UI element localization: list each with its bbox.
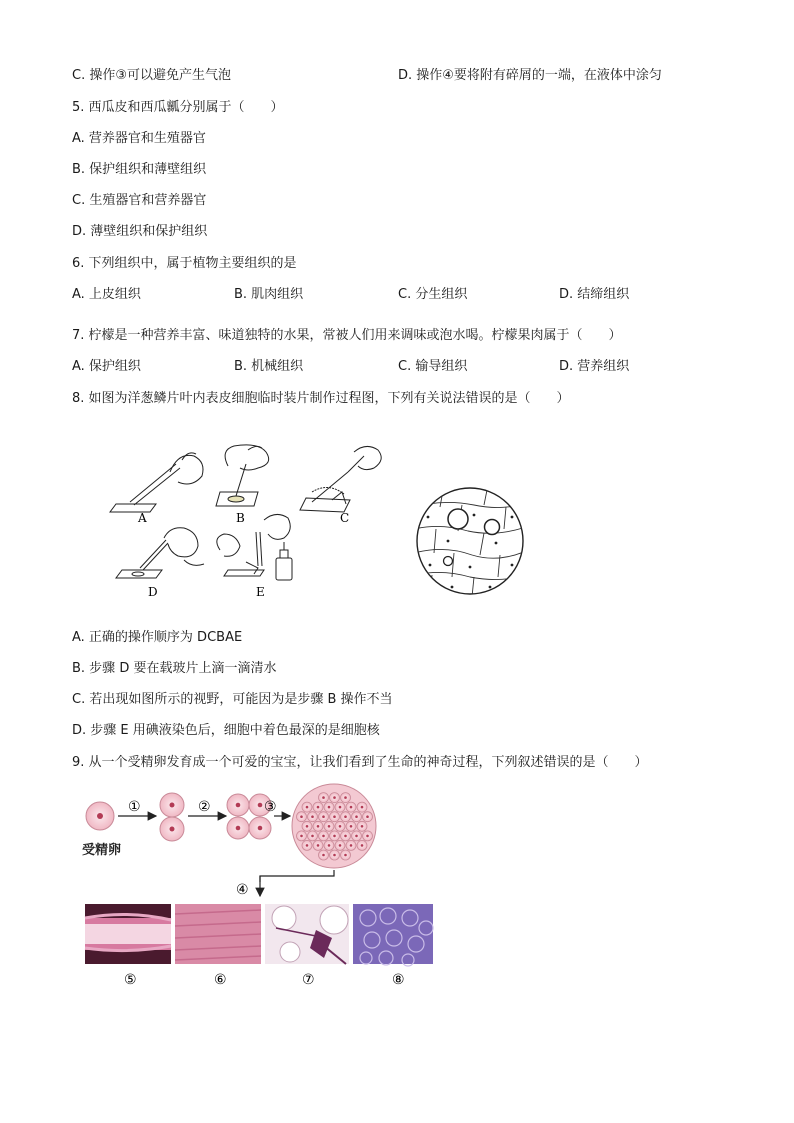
step-2-label: ② xyxy=(198,799,211,815)
q8-option-b: B. 步骤 D 要在载玻片上滴一滴清水 xyxy=(72,661,277,676)
mass-cell-nucleus xyxy=(322,815,325,818)
mass-cell-nucleus xyxy=(344,796,347,799)
mass-cell-nucleus xyxy=(344,815,347,818)
mass-cell-nucleus xyxy=(339,844,342,847)
step-1-label: ① xyxy=(128,799,141,815)
q6-option-b: B. 肌肉组织 xyxy=(234,287,304,302)
mass-cell-nucleus xyxy=(350,806,353,809)
zygote-label: 受精卵 xyxy=(82,843,122,858)
mass-cell-nucleus xyxy=(306,844,309,847)
q9-stem: 9. 从一个受精卵发育成一个可爱的宝宝，让我们看到了生命的神奇过程，下列叙述错误的是（ ） xyxy=(72,755,648,770)
mass-cell-nucleus xyxy=(344,835,347,838)
mass-cell-nucleus xyxy=(355,835,358,838)
q5-option-c: C. 生殖器官和营养器官 xyxy=(72,193,207,208)
q6-stem: 6. 下列组织中，属于植物主要组织的是 xyxy=(72,256,297,271)
mass-cell-nucleus xyxy=(333,835,336,838)
step-label-d: D xyxy=(148,585,158,599)
mass-cell-nucleus xyxy=(322,835,325,838)
mass-cell-nucleus xyxy=(366,835,369,838)
mass-cell-nucleus xyxy=(339,825,342,828)
mass-cell-nucleus xyxy=(339,806,342,809)
mass-cell-nucleus xyxy=(317,825,320,828)
tissue-label-7: ⑦ xyxy=(302,972,315,988)
q5-option-d: D. 薄壁组织和保护组织 xyxy=(72,224,208,239)
step-label-c: C xyxy=(340,511,350,525)
step-d-illustration xyxy=(116,528,204,578)
mass-cell-nucleus xyxy=(328,825,331,828)
tissue-image-8 xyxy=(353,904,433,966)
q7-stem: 7. 柠檬是一种营养丰富、味道独特的水果，常被人们用来调味或泡水喝。柠檬果肉属于（ ） xyxy=(72,328,622,343)
tissue-label-6: ⑥ xyxy=(214,972,227,988)
mass-cell-nucleus xyxy=(361,825,364,828)
mass-cell-nucleus xyxy=(300,815,303,818)
microscope-view-figure xyxy=(414,485,526,597)
mass-cell-nucleus xyxy=(306,806,309,809)
q7-option-a: A. 保护组织 xyxy=(72,359,141,374)
q7-option-d: D. 营养组织 xyxy=(559,359,630,374)
q6-option-d: D. 结缔组织 xyxy=(559,287,630,302)
air-bubble xyxy=(485,520,500,535)
mass-cell-nucleus xyxy=(361,806,364,809)
cell-development-figure xyxy=(80,778,440,990)
mass-cell-nucleus xyxy=(306,825,309,828)
mass-cell-nucleus xyxy=(344,854,347,857)
mass-cell-nucleus xyxy=(322,796,325,799)
step-a-illustration xyxy=(110,453,203,512)
mass-cell-nucleus xyxy=(317,844,320,847)
q8-option-c: C. 若出现如图所示的视野，可能因为是步骤 B 操作不当 xyxy=(72,692,393,707)
step-e-illustration xyxy=(217,514,292,580)
q7-option-b: B. 机械组织 xyxy=(234,359,304,374)
step-4-label: ④ xyxy=(236,882,249,898)
mass-cell-nucleus xyxy=(333,854,336,857)
q4-option-d: D. 操作④要将附有碎屑的一端，在液体中涂匀 xyxy=(398,68,662,83)
tissue-image-7 xyxy=(265,904,349,964)
q8-procedure-figure xyxy=(108,442,418,607)
q8-option-d: D. 步骤 E 用碘液染色后，细胞中着色最深的是细胞核 xyxy=(72,723,380,738)
q8-option-a: A. 正确的操作顺序为 DCBAE xyxy=(72,630,243,645)
tissue-image-6 xyxy=(175,904,261,964)
zygote-cell xyxy=(86,802,114,830)
mass-cell-nucleus xyxy=(361,844,364,847)
air-bubble xyxy=(444,557,453,566)
q7-option-c: C. 输导组织 xyxy=(398,359,468,374)
mass-cell-nucleus xyxy=(366,815,369,818)
q6-option-a: A. 上皮组织 xyxy=(72,287,141,302)
q8-stem: 8. 如图为洋葱鳞片叶内表皮细胞临时装片制作过程图，下列有关说法错误的是（ ） xyxy=(72,391,570,406)
mass-cell-nucleus xyxy=(350,844,353,847)
q5-option-a: A. 营养器官和生殖器官 xyxy=(72,131,206,146)
mass-cell-nucleus xyxy=(311,835,314,838)
step-label-a: A xyxy=(138,511,147,525)
mass-cell-nucleus xyxy=(328,844,331,847)
two-cell-stage xyxy=(160,793,184,841)
step-b-illustration xyxy=(216,445,269,506)
mass-cell-nucleus xyxy=(333,796,336,799)
step-c-illustration xyxy=(300,446,381,512)
mass-cell-nucleus xyxy=(322,854,325,857)
mass-cell-nucleus xyxy=(350,825,353,828)
mass-cell-nucleus xyxy=(328,806,331,809)
mass-cell-nucleus xyxy=(300,835,303,838)
step-label-e: E xyxy=(256,585,265,599)
air-bubble xyxy=(448,509,468,529)
q4-option-c: C. 操作③可以避免产生气泡 xyxy=(72,68,231,83)
cell-mass xyxy=(292,784,376,868)
mass-cell-nucleus xyxy=(311,815,314,818)
step-label-b: B xyxy=(236,511,245,525)
q5-stem: 5. 西瓜皮和西瓜瓤分别属于（ ） xyxy=(72,100,284,115)
mass-cell-nucleus xyxy=(333,815,336,818)
q6-option-c: C. 分生组织 xyxy=(398,287,468,302)
mass-cell-nucleus xyxy=(317,806,320,809)
tissue-image-5 xyxy=(85,904,171,964)
mass-cell-nucleus xyxy=(355,815,358,818)
step-3-label: ③ xyxy=(264,799,277,815)
tissue-label-8: ⑧ xyxy=(392,972,405,988)
tissue-label-5: ⑤ xyxy=(124,972,137,988)
q5-option-b: B. 保护组织和薄壁组织 xyxy=(72,162,207,177)
